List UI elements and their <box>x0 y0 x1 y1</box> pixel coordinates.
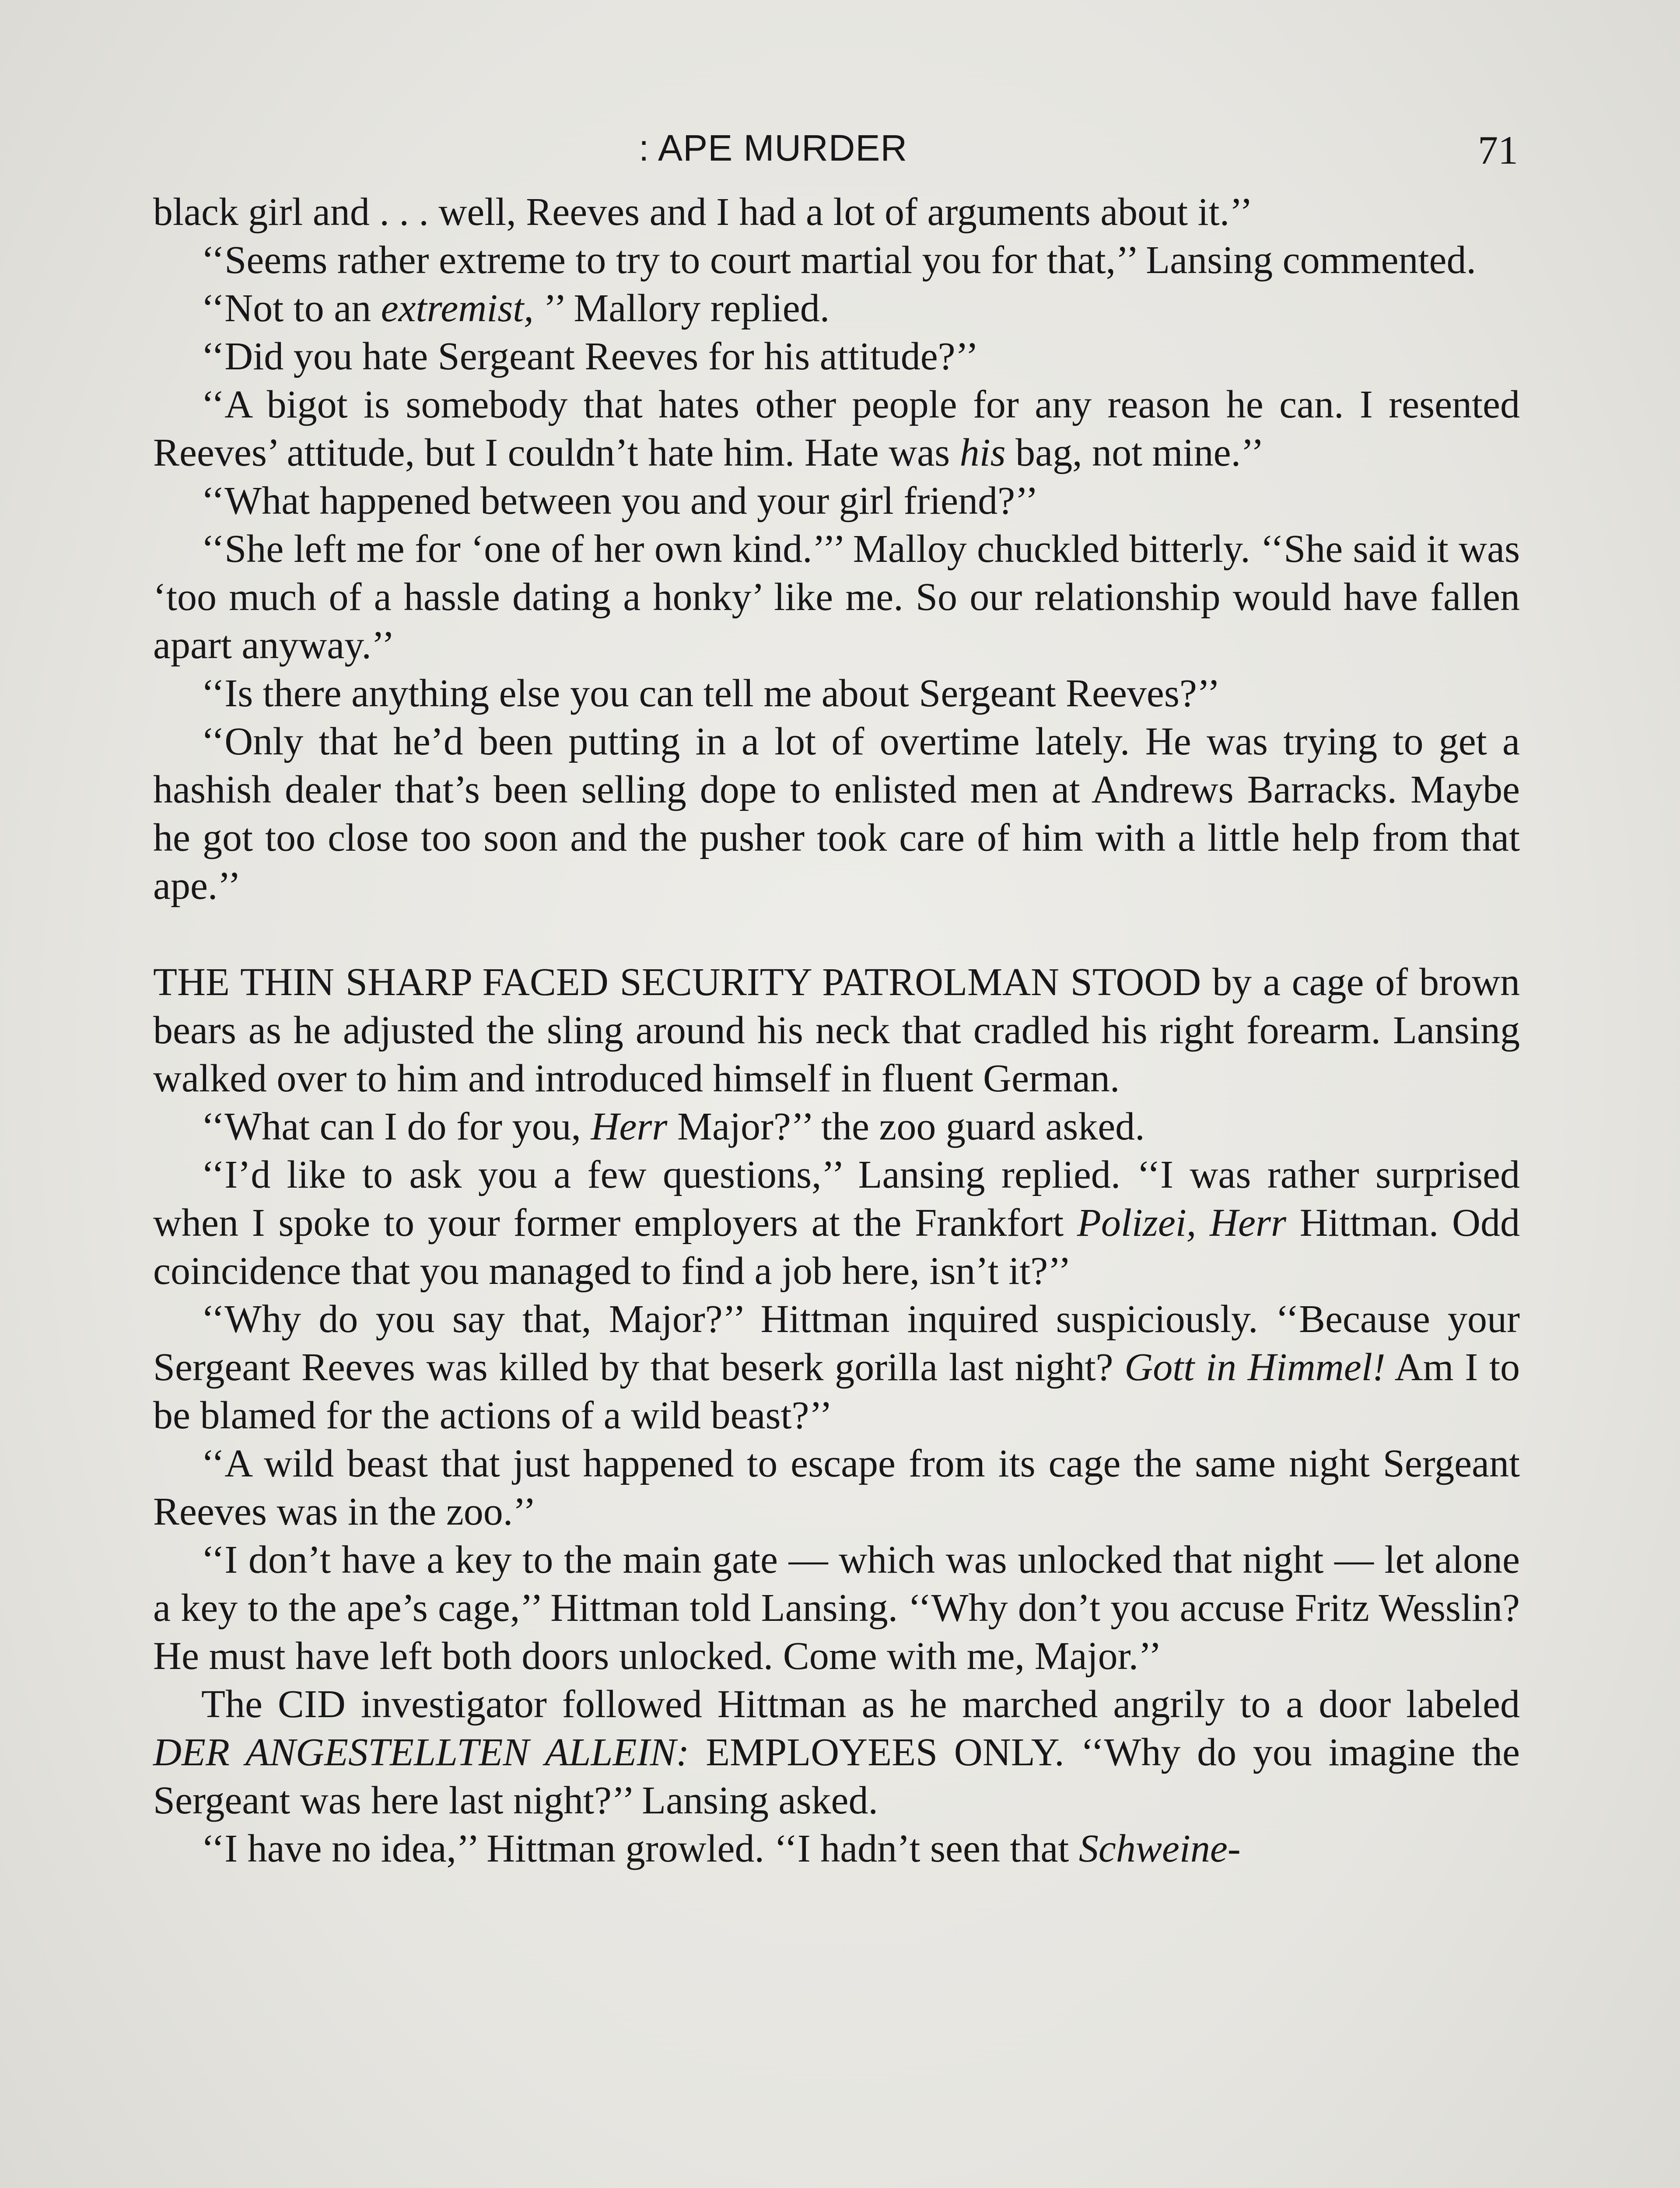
paragraph <box>153 1680 1520 1825</box>
page-header <box>153 127 1518 175</box>
paragraph <box>153 1151 1520 1295</box>
text-run: bag, not mine.’’ <box>1005 431 1264 474</box>
text-run: ‘‘Is there anything else you can tell me about Sergeant Reeves?’’ <box>201 672 1221 715</box>
text-run: ‘‘I don’t have a key to the main gate — which was unlocked that night — let alone a key to the ape’s cage,’’ Hittman told Lansing. ‘‘Why don’t you accuse Fritz Wesslin? He must have left both doors unlocked. Come with me, Major.’’ <box>153 1538 1520 1678</box>
text-run: EMPLOYEES ONLY. ‘‘Why do you imagine the Sergeant was here last night?’’ Lansing asked. <box>153 1731 1520 1822</box>
italic-text: Schweine- <box>1078 1827 1241 1870</box>
text-run: ‘‘Only that he’d been putting in a lot of overtime lately. He was trying to get a hashish dealer that’s been selling dope to enlisted men at Andrews Barracks. Maybe he got too close too soon and the pusher took care of him with a little help from that ape.’’ <box>153 720 1520 908</box>
paragraph <box>153 477 1520 525</box>
paragraph <box>153 1825 1520 1873</box>
paragraph <box>153 1103 1520 1151</box>
text-run: ‘‘Not to an <box>201 287 381 330</box>
paragraph <box>153 1295 1520 1440</box>
paragraph <box>153 381 1520 477</box>
text-run: ‘‘She left me for ‘one of her own kind.’’’ Malloy chuckled bitterly. ‘‘She said it was ‘too much of a hassle dating a honky’ like me. So our relationship would have fallen apart anyway.’’ <box>153 527 1520 667</box>
page-number: 71 <box>1478 128 1518 172</box>
text-run: ‘‘I’d like to ask you a few questions,’’ Lansing replied. ‘‘I was rather surprised when I spoke to your former employers at the Frankfort <box>153 1153 1520 1245</box>
text-run: Major?’’ the zoo guard asked. <box>667 1105 1145 1148</box>
paragraph <box>153 236 1520 284</box>
paragraph <box>153 333 1520 381</box>
paragraph <box>153 1536 1520 1680</box>
italic-text: Polizei, Herr <box>1077 1201 1287 1245</box>
text-run: ‘‘Why do you say that, Major?’’ Hittman inquired suspiciously. ‘‘Because your Sergeant Reeves was killed by that beserk gorilla last night? <box>153 1297 1520 1389</box>
text-run: black girl and . . . well, Reeves and I had a lot of arguments about it.’’ <box>153 190 1253 234</box>
text-run: The CID investigator followed Hittman as he marched angrily to a door labeled <box>201 1683 1520 1726</box>
paragraph <box>153 670 1520 718</box>
text-run: by a cage of brown bears as he adjusted the sling around his neck that cradled his right forearm. Lansing walked over to him and introduced himself in fluent German. <box>153 961 1520 1100</box>
paragraph <box>153 1440 1520 1536</box>
paragraph <box>153 284 1520 333</box>
italic-text: his <box>959 431 1006 474</box>
text-run: ‘‘What happened between you and your girl friend?’’ <box>201 479 1039 522</box>
text-run: ‘‘A wild beast that just happened to escape from its cage the same night Sergeant Reeves was in the zoo.’’ <box>153 1442 1520 1533</box>
text-run: Am I to be blamed for the actions of a wild beast?’’ <box>153 1346 1520 1437</box>
italic-text: Herr <box>591 1105 668 1148</box>
text-run: ‘‘Seems rather extreme to try to court martial you for that,’’ Lansing commented. <box>201 238 1476 282</box>
paragraph <box>153 718 1520 910</box>
text-run: ‘‘What can I do for you, <box>201 1105 591 1148</box>
text-run: ‘‘A bigot is somebody that hates other people for any reason he can. I resented Reeves’ attitude, but I couldn’t hate him. Hate was <box>153 383 1520 474</box>
section-lead-text: THE THIN SHARP FACED SECURITY PATROLMAN STOOD <box>153 961 1201 1004</box>
body-text <box>153 188 1520 1873</box>
paragraph <box>153 525 1520 670</box>
paragraph <box>153 958 1520 1103</box>
italic-text: extremist, <box>381 287 534 330</box>
italic-text: Gott in Himmel! <box>1124 1346 1386 1389</box>
text-run: ‘‘Did you hate Sergeant Reeves for his attitude?’’ <box>201 335 979 378</box>
text-run: Hittman. Odd coincidence that you managed to find a job here, isn’t it?’’ <box>153 1201 1520 1293</box>
text-run: ’’ Mallory replied. <box>533 287 830 330</box>
italic-text: DER ANGESTELLTEN ALLEIN: <box>153 1731 690 1774</box>
text-run: ‘‘I have no idea,’’ Hittman growled. ‘‘I hadn’t seen that <box>201 1827 1079 1870</box>
running-head: : APE MURDER <box>639 127 908 168</box>
paragraph <box>153 188 1520 236</box>
